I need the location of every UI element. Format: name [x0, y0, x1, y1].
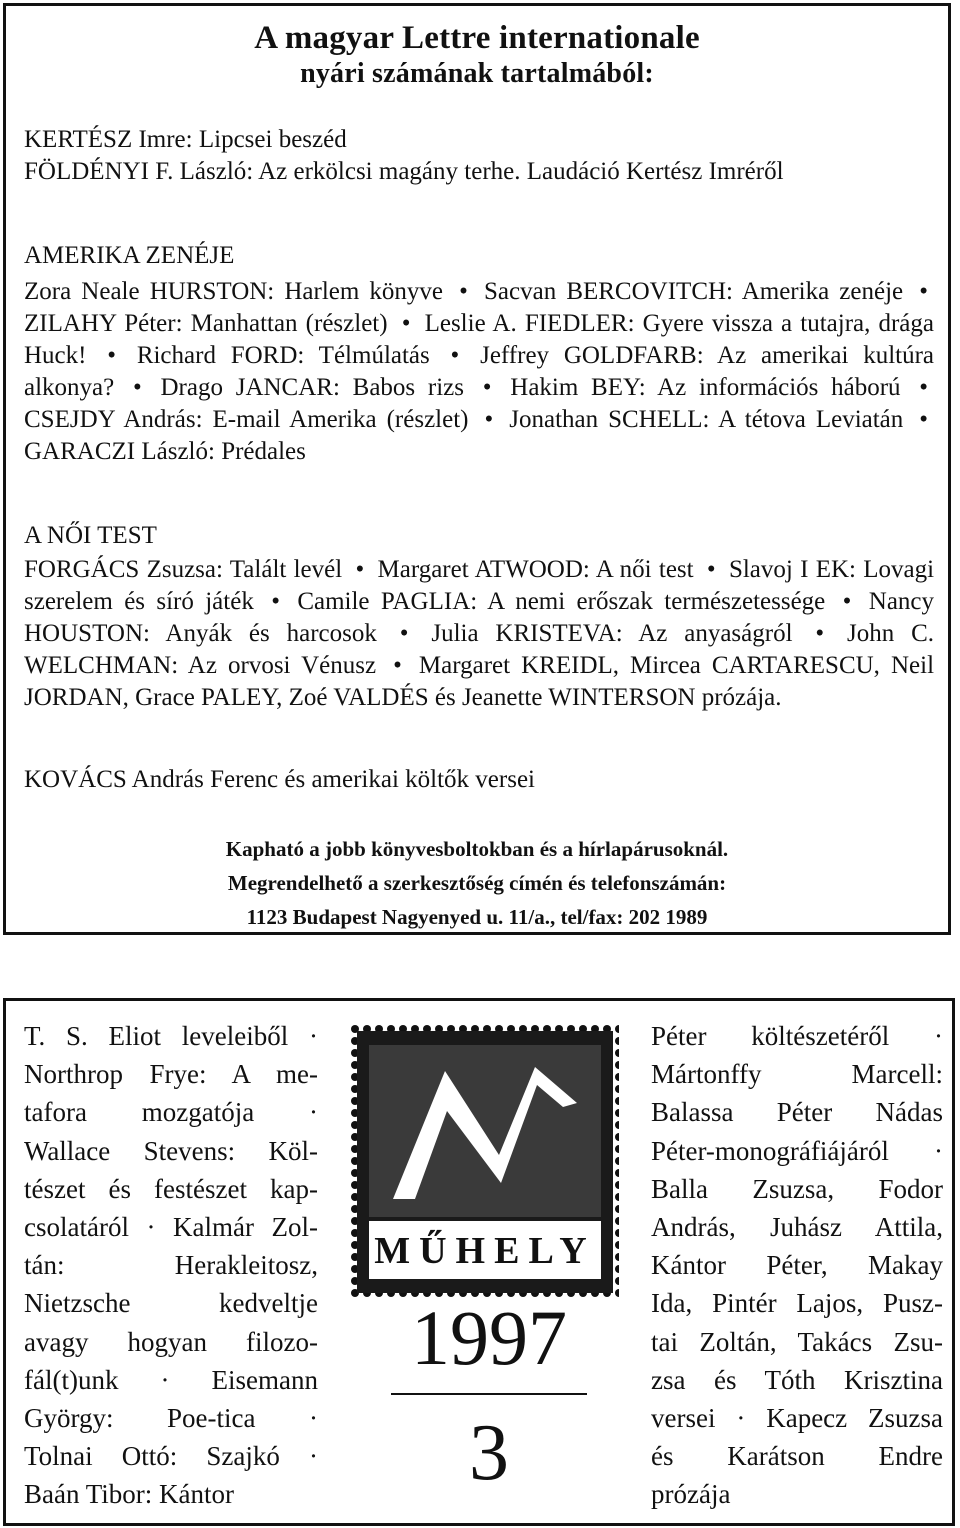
column-line: Mártonffy Marcell: — [651, 1059, 943, 1090]
contents-item: Drago JANCAR: Babos rizs — [160, 374, 464, 401]
contents-item: Julia KRISTEVA: Az anyaságról — [431, 620, 793, 647]
bullet-separator: • — [919, 374, 929, 401]
column-line: Wallace Stevens: Köl- — [24, 1135, 318, 1166]
contents-item: Zora Neale HURSTON: Harlem könyve — [24, 278, 444, 305]
stamp-perforation — [351, 1025, 357, 1299]
contents-item: Slavoj I EK: Lovagi szerelem és síró játék — [24, 556, 935, 615]
poets-line: KOVÁCS András Ferenc és amerikai költők versei — [24, 766, 535, 793]
bullet-separator: • — [459, 278, 468, 305]
muhely-advertisement-box — [3, 998, 955, 1526]
contents-item: Margaret ATWOOD: A női test — [377, 556, 694, 583]
year: 1997 — [411, 1294, 567, 1381]
divider-rule — [391, 1393, 587, 1395]
column-line: Ida, Pintér Lajos, Pusz- — [651, 1288, 943, 1319]
bullet-separator: • — [401, 310, 411, 337]
bullet-separator: • — [482, 374, 492, 401]
bullet-separator: • — [919, 406, 929, 433]
contents-item: Jonathan SCHELL: A tétova Leviatán — [509, 406, 904, 433]
section-amerika-contents — [24, 276, 934, 468]
column-line: András, Juhász Attila, — [651, 1211, 943, 1242]
contents-item: Nancy HOUSTON: Anyák és harcosok — [24, 588, 935, 647]
stamp-perforation — [351, 1025, 619, 1031]
bullet-separator: • — [484, 406, 494, 433]
bullet-separator: • — [919, 278, 928, 305]
bullet-separator: • — [450, 342, 460, 369]
bullet-separator: • — [399, 620, 409, 647]
contents-item: CSEJDY András: E-mail Amerika (részlet) — [24, 406, 469, 433]
column-line: tai Zoltán, Takács Zsu- — [651, 1326, 943, 1357]
column-line: és Karátson Endre — [651, 1441, 943, 1472]
contents-item: Richard FORD: Télmúlatás — [136, 342, 430, 369]
contents-item: Hakim BEY: Az információs háború — [510, 374, 901, 401]
intro-line: FÖLDÉNYI F. László: Az erkölcsi magány terhe. Laudáció Kertész Imréről — [24, 158, 784, 185]
issue-number: 3 — [469, 1409, 509, 1497]
column-line: csolatáról · Kalmár Zol- — [24, 1211, 318, 1242]
column-line: avagy hogyan filozo- — [24, 1326, 318, 1357]
contents-item: ZILAHY Péter: Manhattan (részlet) — [24, 310, 388, 337]
column-line: Kántor Péter, Makay — [651, 1250, 943, 1281]
column-line: Péter költészetéről · — [651, 1021, 943, 1051]
ad-footer — [6, 832, 948, 934]
section-heading-amerika: AMERIKA ZENÉJE — [24, 242, 235, 269]
footer-line: Kapható a jobb könyvesboltokban és a hírlapárusoknál. — [225, 837, 729, 861]
column-line: Balassa Péter Nádas — [651, 1097, 943, 1128]
section-heading-noi-test: A NŐI TEST — [24, 522, 157, 549]
logo-text: MŰHELY — [374, 1230, 596, 1272]
contents-item: Sacvan BERCOVITCH: Amerika zenéje — [484, 278, 904, 305]
stamp-perforation — [613, 1025, 619, 1299]
column-line: versei · Kapecz Zsuzsa — [651, 1402, 943, 1433]
ad-subtitle: nyári számának tartalmából: — [300, 58, 654, 89]
intro-line: KERTÉSZ Imre: Lipcsei beszéd — [24, 126, 347, 153]
column-line: zsa és Tóth Krisztina — [651, 1364, 943, 1395]
footer-line: Megrendelhető a szerkesztőség címén és telefonszámán: — [227, 871, 727, 895]
contents-item: Jeffrey GOLDFARB: Az amerikai kultúra alkonya? — [24, 342, 935, 401]
column-line: T. S. Eliot leveleiből · — [24, 1021, 318, 1051]
column-line: prózája — [651, 1479, 731, 1510]
contents-item: GARACZI László: Prédales — [24, 438, 306, 465]
column-line: tafora mozgatója · — [24, 1097, 318, 1128]
column-line: Balla Zsuzsa, Fodor — [651, 1173, 943, 1204]
contents-item: Margaret KREIDL, Mircea CARTARESCU, Neil JORDAN, Grace PALEY, Zoé VALDÉS és Jeanette WINTERSON prózája. — [24, 652, 935, 711]
bullet-separator: • — [132, 374, 142, 401]
column-line: Péter-monográfiájáról · — [651, 1135, 943, 1166]
column-line: tészet és festészet kap- — [24, 1173, 318, 1204]
contents-left-column — [24, 1017, 318, 1513]
bullet-separator: • — [107, 342, 117, 369]
lettre-advertisement-box — [3, 3, 951, 935]
column-line: Northrop Frye: A me- — [24, 1059, 318, 1090]
bullet-separator: • — [271, 588, 280, 615]
column-line: fál(t)unk · Eisemann — [24, 1364, 318, 1395]
intro-block — [24, 124, 934, 188]
bullet-separator: • — [815, 620, 825, 647]
contents-item: Camile PAGLIA: A nemi erőszak természetessége — [297, 588, 826, 615]
section-noi-test-contents — [24, 554, 934, 714]
column-line: tán: Herakleitosz, — [24, 1250, 318, 1281]
contents-item: FORGÁCS Zsuzsa: Talált levél — [24, 556, 343, 583]
bullet-separator: • — [842, 588, 852, 615]
footer-address: 1123 Budapest Nagyenyed u. 11/a., tel/fax: 202 1989 — [246, 905, 708, 929]
column-line: György: Poe-tica · — [24, 1402, 318, 1433]
ad-title: A magyar Lettre internationale — [254, 20, 700, 56]
contents-right-column — [651, 1017, 943, 1513]
column-line: Nietzsche kedveltje — [24, 1288, 318, 1319]
contents-item: John C. WELCHMAN: Az orvosi Vénusz — [24, 620, 935, 679]
bullet-separator: • — [393, 652, 402, 679]
column-line: Baán Tibor: Kántor — [24, 1479, 235, 1510]
column-line: Tolnai Ottó: Szajkó · — [24, 1441, 318, 1472]
bullet-separator: • — [706, 556, 716, 583]
bullet-separator: • — [355, 556, 365, 583]
contents-item: Leslie A. FIEDLER: Gyere vissza a tutajra, drága Huck! — [24, 310, 935, 369]
muhely-logo — [349, 1023, 621, 1301]
